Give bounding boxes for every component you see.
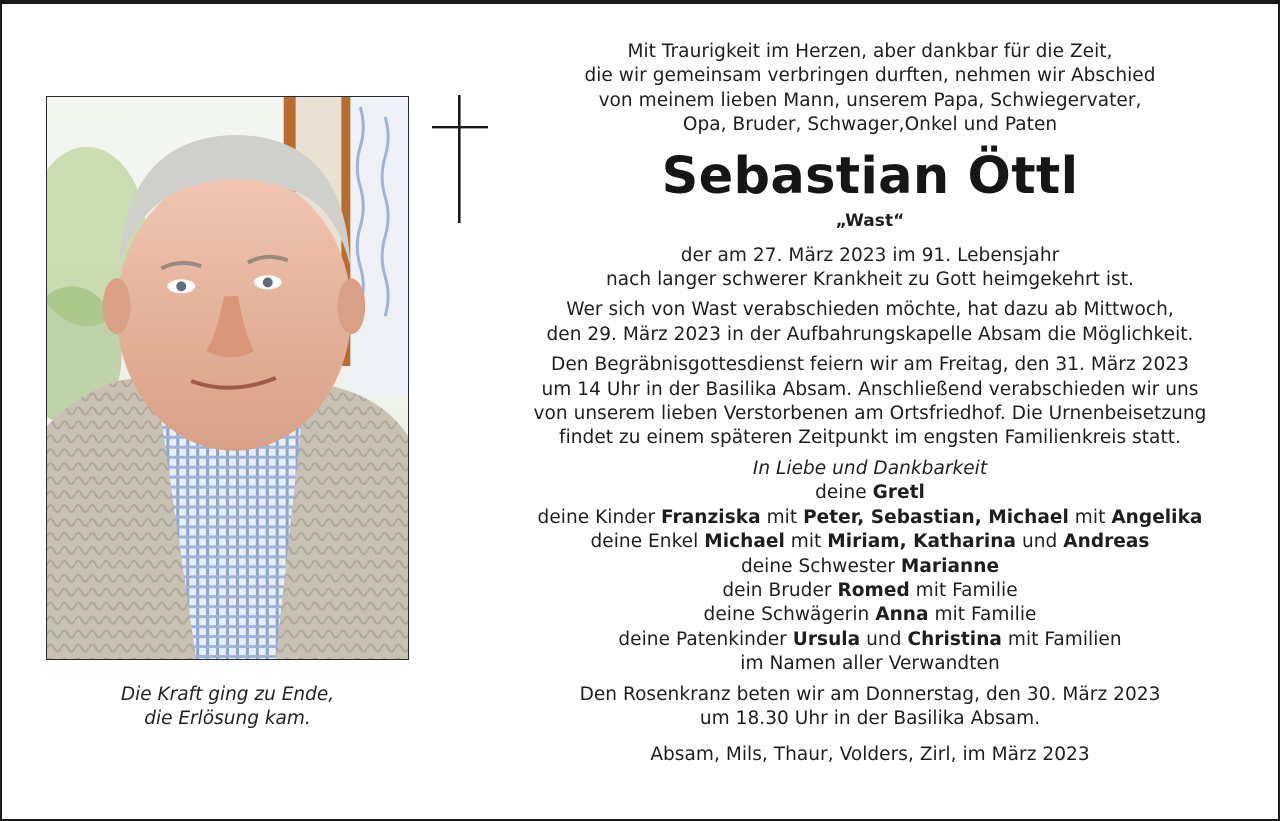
intro-paragraph [505, 40, 1235, 138]
mourner-text: deine Kinder [537, 506, 662, 528]
mourner-name: Christina [907, 628, 1002, 650]
mourner-name: Ursula [792, 628, 861, 650]
mourner-name: Marianne [900, 555, 1000, 577]
notice-text [505, 40, 1235, 768]
mourner-name: Franziska [661, 506, 761, 528]
mourner-text: deine Patenkinder [618, 628, 793, 650]
mourner-line [505, 652, 1235, 676]
caption-line: Die Kraft ging zu Ende, [120, 684, 335, 705]
mourner-name: Andreas [1063, 531, 1150, 553]
mourner-line [505, 506, 1235, 530]
place-date: Absam, Mils, Thaur, Volders, Zirl, im März 2023 [650, 744, 1090, 766]
mourner-line [505, 628, 1235, 652]
portrait-photo [46, 96, 409, 660]
funeral-line: findet zu einem späteren Zeitpunkt im engsten Familienkreis statt. [559, 427, 1181, 449]
deceased-nickname: „Wast“ [835, 210, 905, 231]
mourner-line [505, 603, 1235, 627]
mourner-text: im Namen aller Verwandten [740, 653, 1000, 675]
mourner-text: mit [1068, 506, 1112, 528]
mourner-text: mit [784, 531, 828, 553]
death-notice [505, 244, 1235, 293]
intro-line: Opa, Bruder, Schwager,Onkel und Paten [682, 114, 1058, 136]
farewell-line: Wer sich von Wast verabschieden möchte, hat dazu ab Mittwoch, [566, 299, 1174, 321]
mourner-line [505, 481, 1235, 505]
mourner-name: Peter, Sebastian, Michael [803, 506, 1069, 528]
mourner-text: mit Familie [909, 579, 1018, 601]
caption-line: die Erlösung kam. [144, 708, 311, 729]
mourner-text: und [1016, 531, 1064, 553]
portrait-illustration [47, 97, 408, 659]
intro-line: Mit Traurigkeit im Herzen, aber dankbar für die Zeit, [627, 41, 1113, 62]
death-notice-line: nach langer schwerer Krankheit zu Gott heimgekehrt ist. [606, 269, 1134, 291]
mourner-line [505, 555, 1235, 579]
rosary-line: Den Rosenkranz beten wir am Donnerstag, den 30. März 2023 [579, 683, 1161, 705]
mourner-line [505, 579, 1235, 603]
mourner-text: mit [760, 506, 804, 528]
mourner-text: deine Schwägerin [703, 604, 876, 626]
funeral-line: von unserem lieben Verstorbenen am Ortsfriedhof. Die Urnenbeisetzung [533, 403, 1207, 425]
funeral-line: um 14 Uhr in der Basilika Absam. Anschließend verabschieden wir uns [541, 378, 1199, 400]
mourner-text: deine [815, 482, 873, 504]
mourner-text: dein Bruder [722, 579, 838, 601]
closing-phrase: In Liebe und Dankbarkeit [752, 457, 988, 479]
mourners-list [505, 481, 1235, 676]
funeral-line: Den Begräbnisgottesdienst feiern wir am Freitag, den 31. März 2023 [551, 354, 1189, 376]
mourner-line [505, 530, 1235, 554]
rosary-line: um 18.30 Uhr in der Basilika Absam. [699, 707, 1041, 729]
death-notice-line: der am 27. März 2023 im 91. Lebensjahr [680, 244, 1060, 266]
mourner-name: Angelika [1111, 506, 1203, 528]
mourner-text: mit Familie [928, 604, 1037, 626]
mourner-name: Gretl [872, 482, 925, 504]
photo-caption [46, 683, 409, 731]
mourner-name: Miriam, Katharina [827, 531, 1017, 553]
mourner-name: Anna [875, 604, 929, 626]
mourner-name: Romed [837, 579, 910, 601]
mourner-text: deine Schwester [740, 555, 901, 577]
farewell-line: den 29. März 2023 in der Aufbahrungskapelle Absam die Möglichkeit. [546, 323, 1194, 345]
mourner-text: mit Familien [1001, 628, 1122, 650]
deceased-name: Sebastian Öttl [661, 146, 1079, 206]
farewell-info [505, 298, 1235, 347]
funeral-info [505, 353, 1235, 451]
intro-line: von meinem lieben Mann, unserem Papa, Schwiegervater, [598, 89, 1142, 111]
mourner-name: Michael [704, 531, 785, 553]
rosary-info [505, 683, 1235, 732]
mourner-text: und [860, 628, 908, 650]
cross-icon [432, 95, 488, 223]
intro-line: die wir gemeinsam verbringen durften, nehmen wir Abschied [584, 65, 1156, 87]
mourner-text: deine Enkel [590, 531, 705, 553]
